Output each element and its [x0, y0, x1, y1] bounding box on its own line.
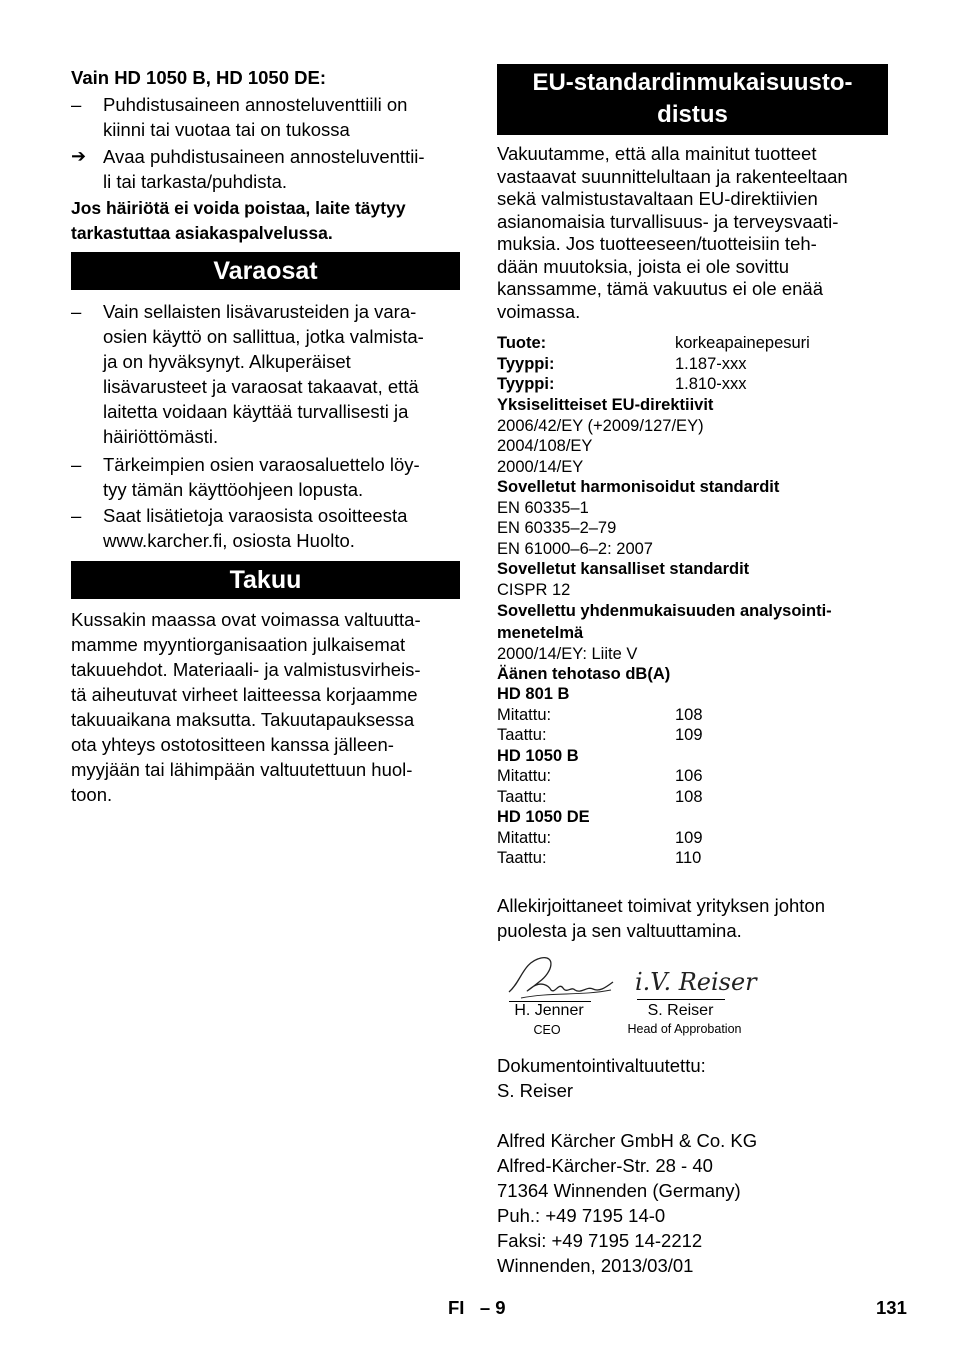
- takuu-paragraph: [71, 607, 421, 807]
- list-item-line: häiriöttömästi.: [103, 426, 219, 447]
- paragraph-line: toon.: [71, 784, 113, 805]
- list-item-line: tyy tämän käyttöohjeen lopusta.: [103, 479, 364, 500]
- paragraph-line: puolesta ja sen valtuuttamina.: [497, 920, 742, 941]
- paragraph-line: sekä valmistustavaltaan EU-direktiivien: [497, 188, 818, 209]
- measured-row: [497, 705, 887, 726]
- model-name: HD 1050 DE: [497, 808, 590, 826]
- model-block: [497, 807, 887, 869]
- dash-bullet: –: [71, 505, 82, 526]
- list-item-line: Vain sellaisten lisävarusteiden ja vara-: [103, 301, 417, 322]
- measured-value: 106: [675, 767, 703, 785]
- list-item-line: lisävarusteet ja varaosat takaavat, että: [103, 376, 419, 397]
- measured-row: [497, 766, 887, 787]
- directive-item: 2000/14/EY: [497, 457, 584, 476]
- paragraph-line: kanssamme, tämä vakuutus ei ole enää: [497, 278, 823, 299]
- sound-table: [497, 684, 887, 869]
- national-heading: Sovelletut kansalliset standardit: [497, 560, 750, 578]
- signer-name: S. Reiser: [647, 1002, 714, 1019]
- warning-line: Jos häiriötä ei voida poistaa, laite täytyy: [71, 198, 406, 218]
- address-line: Faksi: +49 7195 14-2212: [497, 1230, 703, 1251]
- paragraph-line: myyjään tai lähimpään valtuutettuun huol-: [71, 759, 413, 780]
- list-item-line: osien käyttö on sallittua, jotka valmista-: [103, 326, 424, 347]
- company-address: [497, 1128, 757, 1278]
- remedy-line: li tai tarkasta/puhdista.: [103, 171, 288, 192]
- directive-item: 2006/42/EY (+2009/127/EY): [497, 416, 704, 435]
- product-row: [497, 333, 887, 353]
- conformity-heading: Sovellettu yhdenmukaisuuden analysointi-: [497, 602, 832, 620]
- page-number: 131: [876, 1297, 907, 1318]
- signatories-paragraph: [497, 893, 825, 943]
- signature-line: [637, 999, 725, 1000]
- paragraph-line: vastaavat suunnittelultaan ja rakenteeltaan: [497, 165, 848, 187]
- model-block: [497, 684, 887, 746]
- harmonised-heading: Sovelletut harmonisoidut standardit: [497, 478, 780, 496]
- remedy-item: [71, 144, 425, 194]
- warning-text: [71, 196, 406, 246]
- doc-auth-name: S. Reiser: [497, 1080, 574, 1101]
- product-label: Tuote:: [497, 334, 547, 352]
- section-heading-takuu: Takuu: [71, 561, 460, 599]
- conformity-heading: menetelmä: [497, 624, 584, 642]
- directives-heading: Yksiselitteiset EU-direktiivit: [497, 396, 714, 414]
- footer-language-page: FI – 9: [448, 1297, 506, 1318]
- guaranteed-value: 109: [675, 726, 703, 744]
- list-item-line: www.karcher.fi, osiosta Huolto.: [103, 530, 355, 551]
- list-item-line: ja on hyväksynyt. Alkuperäiset: [103, 351, 351, 372]
- type-label: Tyyppi:: [497, 355, 555, 373]
- signature-jenner: [501, 952, 621, 1002]
- measured-value: 108: [675, 705, 703, 724]
- doc-auth-block: [497, 1053, 706, 1103]
- issue-line: Puhdistusaineen annosteluventtiili on: [103, 94, 408, 115]
- dash-bullet: –: [71, 94, 82, 115]
- address-line: Puh.: +49 7195 14-0: [497, 1205, 666, 1226]
- dash-bullet: –: [71, 301, 82, 322]
- intro-heading: Vain HD 1050 B, HD 1050 DE:: [71, 67, 326, 88]
- warning-line: tarkastuttaa asiakaspalvelussa.: [71, 223, 333, 243]
- standard-item: EN 61000–6–2: 2007: [497, 539, 653, 558]
- dash-bullet: –: [71, 454, 82, 475]
- type-label: Tyyppi:: [497, 375, 555, 393]
- address-line: 71364 Winnenden (Germany): [497, 1180, 741, 1201]
- paragraph-line: ota yhteys ostotositteen kanssa jälleen-: [71, 734, 394, 755]
- list-item-line: Saat lisätietoja varaosista osoitteesta: [103, 505, 408, 526]
- product-value: korkeapainepesuri: [675, 334, 810, 352]
- standard-item: CISPR 12: [497, 580, 571, 599]
- type-row: [497, 374, 887, 394]
- heading-line: distus: [657, 101, 728, 128]
- paragraph-line: mamme myyntiorganisaation julkaisemat: [71, 634, 406, 655]
- paragraph-line: dään muutoksia, joista ei ole sovittu: [497, 255, 790, 277]
- list-item: [71, 503, 407, 553]
- guaranteed-label: Taattu:: [497, 849, 547, 867]
- signer-name: H. Jenner: [514, 1002, 584, 1019]
- remedy-line: Avaa puhdistusaineen annosteluventtii-: [103, 146, 425, 167]
- signer-title: Head of Approbation: [627, 1022, 742, 1036]
- section-heading-varaosat: Varaosat: [71, 252, 460, 290]
- list-item: [71, 452, 420, 502]
- directive-item: 2004/108/EY: [497, 437, 593, 455]
- address-line: Alfred Kärcher GmbH & Co. KG: [497, 1130, 758, 1151]
- model-name: HD 801 B: [497, 685, 570, 703]
- standard-item: EN 60335–2–79: [497, 519, 617, 537]
- paragraph-line: Vakuutamme, että alla mainitut tuotteet: [497, 143, 817, 164]
- issue-line: kiinni tai vuotaa tai on tukossa: [103, 119, 350, 140]
- heading-line: EU-standardinmukaisuusto-: [532, 69, 853, 96]
- paragraph-line: asianomaisia turvallisuus- ja terveysvaati-: [497, 210, 839, 232]
- paragraph-line: Allekirjoittaneet toimivat yrityksen johton: [497, 895, 826, 916]
- declaration-paragraph: [497, 143, 848, 323]
- guaranteed-label: Taattu:: [497, 787, 547, 806]
- type-row: [497, 354, 887, 374]
- guaranteed-row: [497, 725, 887, 746]
- signature-script: i.V. Reiser: [635, 968, 757, 996]
- paragraph-line: Kussakin maassa ovat voimassa valtuutta-: [71, 609, 421, 630]
- standard-item: EN 60335–1: [497, 498, 589, 517]
- measured-row: [497, 828, 887, 849]
- directives-block: [497, 395, 832, 685]
- doc-auth-label: Dokumentointivaltuutettu:: [497, 1055, 706, 1076]
- guaranteed-row: [497, 848, 887, 869]
- list-item: [71, 299, 424, 449]
- guaranteed-label: Taattu:: [497, 726, 547, 744]
- type-value: 1.810-xxx: [675, 375, 747, 393]
- paragraph-line: voimassa.: [497, 300, 581, 322]
- paragraph-line: tä aiheutuvat virheet laitteessa korjaamme: [71, 684, 418, 705]
- measured-label: Mitattu:: [497, 828, 552, 847]
- list-item-line: laitetta voidaan käyttää turvallisesti ja: [103, 401, 409, 422]
- model-name: HD 1050 B: [497, 746, 579, 765]
- signer-title: CEO: [533, 1023, 561, 1037]
- model-block: [497, 746, 887, 808]
- measured-label: Mitattu:: [497, 705, 552, 724]
- signature-reiser: [633, 956, 757, 1000]
- type-value: 1.187-xxx: [675, 355, 747, 373]
- address-line: Winnenden, 2013/03/01: [497, 1255, 694, 1276]
- arrow-right-icon: ➔: [71, 146, 87, 166]
- conformity-value: 2000/14/EY: Liite V: [497, 644, 638, 663]
- measured-label: Mitattu:: [497, 767, 552, 785]
- paragraph-line: takuuaikana maksutta. Takuutapauksessa: [71, 709, 415, 730]
- paragraph-line: takuuehdot. Materiaali- ja valmistusvirheis-: [71, 659, 421, 680]
- sound-heading: Äänen tehotaso dB(A): [497, 665, 671, 683]
- guaranteed-row: [497, 787, 887, 808]
- measured-value: 109: [675, 828, 703, 847]
- issue-item: [71, 92, 407, 142]
- guaranteed-value: 110: [675, 849, 702, 867]
- address-line: Alfred-Kärcher-Str. 28 - 40: [497, 1155, 713, 1176]
- paragraph-line: muksia. Jos tuotteeseen/tuotteisiin teh-: [497, 233, 817, 254]
- guaranteed-value: 108: [675, 787, 703, 806]
- list-item-line: Tärkeimpien osien varaosaluettelo löy-: [103, 454, 420, 475]
- section-heading-eu-declaration: [497, 64, 888, 135]
